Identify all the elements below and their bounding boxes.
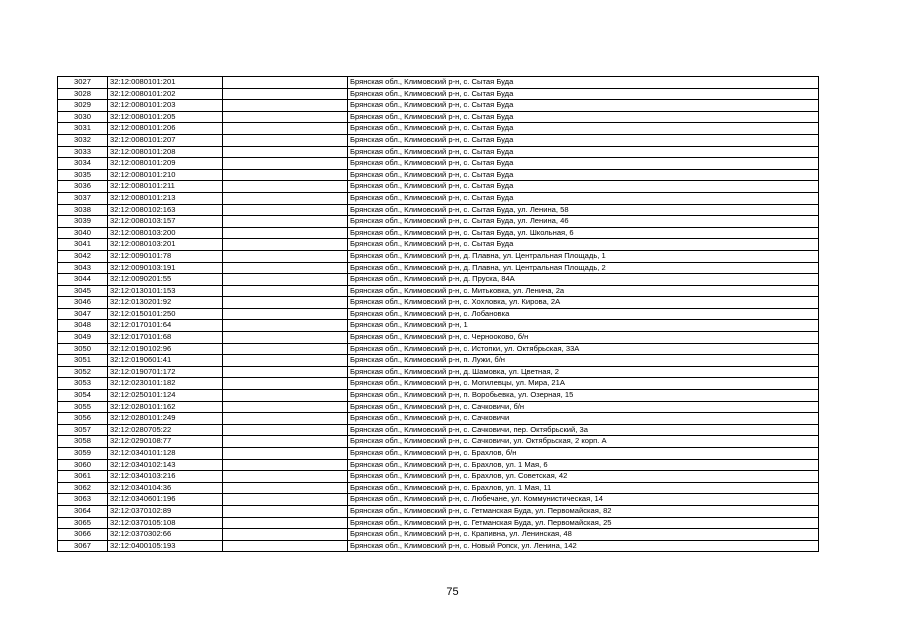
row-number-cell: 3050 <box>58 343 108 355</box>
address-cell: Брянская обл., Климовский р-н, с. Брахлов, ул. 1 Мая, 11 <box>348 482 819 494</box>
address-cell: Брянская обл., Климовский р-н, с. Сытая Буда <box>348 239 819 251</box>
cadastral-number-cell: 32:12:0130101:153 <box>108 285 223 297</box>
cadastral-number-cell: 32:12:0370102:89 <box>108 505 223 517</box>
table-row <box>58 158 819 170</box>
row-number-cell: 3052 <box>58 366 108 378</box>
address-cell: Брянская обл., Климовский р-н, с. Сытая Буда, ул. Ленина, 46 <box>348 216 819 228</box>
table-row <box>58 505 819 517</box>
row-number-cell: 3054 <box>58 390 108 402</box>
cadastral-number-cell: 32:12:0080101:208 <box>108 146 223 158</box>
address-cell: Брянская обл., Климовский р-н, 1 <box>348 320 819 332</box>
row-number-cell: 3059 <box>58 448 108 460</box>
row-number-cell: 3036 <box>58 181 108 193</box>
cadastral-number-cell: 32:12:0370105:108 <box>108 517 223 529</box>
table-row <box>58 111 819 123</box>
empty-cell <box>223 169 348 181</box>
row-number-cell: 3047 <box>58 308 108 320</box>
table-row <box>58 146 819 158</box>
empty-cell <box>223 88 348 100</box>
empty-cell <box>223 250 348 262</box>
address-cell: Брянская обл., Климовский р-н, д. Шамовка, ул. Цветная, 2 <box>348 366 819 378</box>
address-cell: Брянская обл., Климовский р-н, с. Сытая Буда <box>348 134 819 146</box>
cadastral-number-cell: 32:12:0170101:68 <box>108 332 223 344</box>
empty-cell <box>223 204 348 216</box>
address-cell: Брянская обл., Климовский р-н, с. Сытая Буда, ул. Школьная, 6 <box>348 227 819 239</box>
page-number: 75 <box>446 586 459 598</box>
address-cell: Брянская обл., Климовский р-н, п. Воробьевка, ул. Озерная, 15 <box>348 390 819 402</box>
empty-cell <box>223 332 348 344</box>
table-row <box>58 378 819 390</box>
row-number-cell: 3056 <box>58 413 108 425</box>
cadastral-number-cell: 32:12:0090103:191 <box>108 262 223 274</box>
row-number-cell: 3038 <box>58 204 108 216</box>
cadastral-number-cell: 32:12:0280101:162 <box>108 401 223 413</box>
address-cell: Брянская обл., Климовский р-н, с. Гетманская Буда, ул. Первомайская, 82 <box>348 505 819 517</box>
empty-cell <box>223 482 348 494</box>
cadastral-number-cell: 32:12:0090201:55 <box>108 274 223 286</box>
empty-cell <box>223 436 348 448</box>
cadastral-number-cell: 32:12:0080101:211 <box>108 181 223 193</box>
cadastral-number-cell: 32:12:0080101:203 <box>108 100 223 112</box>
address-cell: Брянская обл., Климовский р-н, с. Лобановка <box>348 308 819 320</box>
table-row <box>58 482 819 494</box>
row-number-cell: 3061 <box>58 471 108 483</box>
cadastral-number-cell: 32:12:0080101:205 <box>108 111 223 123</box>
row-number-cell: 3063 <box>58 494 108 506</box>
table-row <box>58 274 819 286</box>
address-cell: Брянская обл., Климовский р-н, с. Гетманская Буда, ул. Первомайская, 25 <box>348 517 819 529</box>
address-cell: Брянская обл., Климовский р-н, с. Сытая Буда <box>348 77 819 89</box>
cadastral-number-cell: 32:12:0080101:206 <box>108 123 223 135</box>
empty-cell <box>223 134 348 146</box>
cadastral-number-cell: 32:12:0080101:213 <box>108 192 223 204</box>
empty-cell <box>223 494 348 506</box>
row-number-cell: 3053 <box>58 378 108 390</box>
cadastral-number-cell: 32:12:0190601:41 <box>108 355 223 367</box>
empty-cell <box>223 274 348 286</box>
address-cell: Брянская обл., Климовский р-н, с. Сытая Буда <box>348 158 819 170</box>
table-row <box>58 494 819 506</box>
empty-cell <box>223 146 348 158</box>
empty-cell <box>223 459 348 471</box>
address-cell: Брянская обл., Климовский р-н, с. Брахлов, ул. 1 Мая, 6 <box>348 459 819 471</box>
cadastral-number-cell: 32:12:0080101:201 <box>108 77 223 89</box>
cadastral-number-cell: 32:12:0370302:66 <box>108 529 223 541</box>
address-cell: Брянская обл., Климовский р-н, с. Брахлов, ул. Советская, 42 <box>348 471 819 483</box>
address-cell: Брянская обл., Климовский р-н, с. Крапивна, ул. Ленинская, 48 <box>348 529 819 541</box>
property-registry-table <box>57 76 819 552</box>
table-row <box>58 529 819 541</box>
empty-cell <box>223 505 348 517</box>
row-number-cell: 3033 <box>58 146 108 158</box>
row-number-cell: 3041 <box>58 239 108 251</box>
table-row <box>58 285 819 297</box>
table-row <box>58 227 819 239</box>
address-cell: Брянская обл., Климовский р-н, д. Плавна, ул. Центральная Площадь, 1 <box>348 250 819 262</box>
cadastral-number-cell: 32:12:0080101:202 <box>108 88 223 100</box>
address-cell: Брянская обл., Климовский р-н, с. Чернооково, б/н <box>348 332 819 344</box>
table-row <box>58 413 819 425</box>
empty-cell <box>223 424 348 436</box>
table-row <box>58 366 819 378</box>
table-row <box>58 424 819 436</box>
empty-cell <box>223 540 348 552</box>
cadastral-number-cell: 32:12:0130201:92 <box>108 297 223 309</box>
row-number-cell: 3027 <box>58 77 108 89</box>
empty-cell <box>223 320 348 332</box>
empty-cell <box>223 239 348 251</box>
empty-cell <box>223 529 348 541</box>
empty-cell <box>223 192 348 204</box>
cadastral-number-cell: 32:12:0190701:172 <box>108 366 223 378</box>
address-cell: Брянская обл., Климовский р-н, д. Пруска, 84А <box>348 274 819 286</box>
cadastral-number-cell: 32:12:0080102:163 <box>108 204 223 216</box>
cadastral-number-cell: 32:12:0080101:210 <box>108 169 223 181</box>
empty-cell <box>223 123 348 135</box>
cadastral-number-cell: 32:12:0080103:200 <box>108 227 223 239</box>
row-number-cell: 3030 <box>58 111 108 123</box>
table-row <box>58 332 819 344</box>
table-row <box>58 169 819 181</box>
row-number-cell: 3065 <box>58 517 108 529</box>
cadastral-number-cell: 32:12:0340101:128 <box>108 448 223 460</box>
empty-cell <box>223 111 348 123</box>
table-row <box>58 436 819 448</box>
row-number-cell: 3042 <box>58 250 108 262</box>
table-row <box>58 262 819 274</box>
table-row <box>58 77 819 89</box>
cadastral-number-cell: 32:12:0230101:182 <box>108 378 223 390</box>
cadastral-number-cell: 32:12:0080103:157 <box>108 216 223 228</box>
address-cell: Брянская обл., Климовский р-н, с. Хохловка, ул. Кирова, 2А <box>348 297 819 309</box>
row-number-cell: 3037 <box>58 192 108 204</box>
row-number-cell: 3057 <box>58 424 108 436</box>
empty-cell <box>223 413 348 425</box>
empty-cell <box>223 100 348 112</box>
cadastral-number-cell: 32:12:0280101:249 <box>108 413 223 425</box>
empty-cell <box>223 216 348 228</box>
table-row <box>58 343 819 355</box>
cadastral-number-cell: 32:12:0080101:207 <box>108 134 223 146</box>
table-row <box>58 192 819 204</box>
table-row <box>58 517 819 529</box>
address-cell: Брянская обл., Климовский р-н, с. Сачковичи <box>348 413 819 425</box>
empty-cell <box>223 181 348 193</box>
table-row <box>58 239 819 251</box>
empty-cell <box>223 471 348 483</box>
empty-cell <box>223 308 348 320</box>
table-row <box>58 123 819 135</box>
address-cell: Брянская обл., Климовский р-н, с. Сытая Буда <box>348 146 819 158</box>
empty-cell <box>223 390 348 402</box>
address-cell: Брянская обл., Климовский р-н, с. Митьковка, ул. Ленина, 2а <box>348 285 819 297</box>
row-number-cell: 3046 <box>58 297 108 309</box>
address-cell: Брянская обл., Климовский р-н, с. Сытая Буда <box>348 100 819 112</box>
table-row <box>58 459 819 471</box>
row-number-cell: 3032 <box>58 134 108 146</box>
address-cell: Брянская обл., Климовский р-н, с. Могилевцы, ул. Мира, 21А <box>348 378 819 390</box>
empty-cell <box>223 158 348 170</box>
address-cell: Брянская обл., Климовский р-н, с. Сытая Буда <box>348 88 819 100</box>
empty-cell <box>223 517 348 529</box>
row-number-cell: 3058 <box>58 436 108 448</box>
row-number-cell: 3067 <box>58 540 108 552</box>
empty-cell <box>223 227 348 239</box>
row-number-cell: 3060 <box>58 459 108 471</box>
row-number-cell: 3040 <box>58 227 108 239</box>
empty-cell <box>223 366 348 378</box>
cadastral-number-cell: 32:12:0340104:36 <box>108 482 223 494</box>
cadastral-number-cell: 32:12:0340601:196 <box>108 494 223 506</box>
address-cell: Брянская обл., Климовский р-н, с. Сачковичи, б/н <box>348 401 819 413</box>
table-row <box>58 250 819 262</box>
table-row <box>58 181 819 193</box>
cadastral-number-cell: 32:12:0250101:124 <box>108 390 223 402</box>
table-row <box>58 355 819 367</box>
table-row <box>58 100 819 112</box>
address-cell: Брянская обл., Климовский р-н, п. Лужи, б/н <box>348 355 819 367</box>
table-row <box>58 401 819 413</box>
table-row <box>58 448 819 460</box>
address-cell: Брянская обл., Климовский р-н, с. Сачковичи, пер. Октябрьский, 3а <box>348 424 819 436</box>
table-row <box>58 216 819 228</box>
row-number-cell: 3029 <box>58 100 108 112</box>
address-cell: Брянская обл., Климовский р-н, с. Сачковичи, ул. Октябрьская, 2 корп. А <box>348 436 819 448</box>
row-number-cell: 3043 <box>58 262 108 274</box>
address-cell: Брянская обл., Климовский р-н, с. Сытая Буда <box>348 123 819 135</box>
cadastral-number-cell: 32:12:0090101:78 <box>108 250 223 262</box>
address-cell: Брянская обл., Климовский р-н, с. Сытая Буда <box>348 111 819 123</box>
row-number-cell: 3044 <box>58 274 108 286</box>
table-row <box>58 204 819 216</box>
empty-cell <box>223 355 348 367</box>
address-cell: Брянская обл., Климовский р-н, с. Сытая Буда <box>348 169 819 181</box>
row-number-cell: 3049 <box>58 332 108 344</box>
address-cell: Брянская обл., Климовский р-н, с. Любечане, ул. Коммунистическая, 14 <box>348 494 819 506</box>
table-row <box>58 471 819 483</box>
registry-table-body <box>58 77 819 552</box>
cadastral-number-cell: 32:12:0150101:250 <box>108 308 223 320</box>
empty-cell <box>223 378 348 390</box>
table-row <box>58 88 819 100</box>
table-row <box>58 390 819 402</box>
table-row <box>58 540 819 552</box>
table-row <box>58 297 819 309</box>
row-number-cell: 3062 <box>58 482 108 494</box>
cadastral-number-cell: 32:12:0080101:209 <box>108 158 223 170</box>
row-number-cell: 3055 <box>58 401 108 413</box>
address-cell: Брянская обл., Климовский р-н, с. Новый Ропск, ул. Ленина, 142 <box>348 540 819 552</box>
row-number-cell: 3034 <box>58 158 108 170</box>
empty-cell <box>223 401 348 413</box>
row-number-cell: 3066 <box>58 529 108 541</box>
cadastral-number-cell: 32:12:0170101:64 <box>108 320 223 332</box>
row-number-cell: 3051 <box>58 355 108 367</box>
cadastral-number-cell: 32:12:0280705:22 <box>108 424 223 436</box>
address-cell: Брянская обл., Климовский р-н, с. Сытая Буда, ул. Ленина, 58 <box>348 204 819 216</box>
address-cell: Брянская обл., Климовский р-н, с. Сытая Буда <box>348 192 819 204</box>
empty-cell <box>223 448 348 460</box>
empty-cell <box>223 343 348 355</box>
address-cell: Брянская обл., Климовский р-н, с. Истопки, ул. Октябрьская, 33А <box>348 343 819 355</box>
empty-cell <box>223 297 348 309</box>
address-cell: Брянская обл., Климовский р-н, с. Брахлов, б/н <box>348 448 819 460</box>
row-number-cell: 3028 <box>58 88 108 100</box>
row-number-cell: 3035 <box>58 169 108 181</box>
table-row <box>58 134 819 146</box>
empty-cell <box>223 285 348 297</box>
row-number-cell: 3039 <box>58 216 108 228</box>
cadastral-number-cell: 32:12:0080103:201 <box>108 239 223 251</box>
table-row <box>58 320 819 332</box>
row-number-cell: 3064 <box>58 505 108 517</box>
cadastral-number-cell: 32:12:0400105:193 <box>108 540 223 552</box>
address-cell: Брянская обл., Климовский р-н, д. Плавна, ул. Центральная Площадь, 2 <box>348 262 819 274</box>
empty-cell <box>223 77 348 89</box>
cadastral-number-cell: 32:12:0340102:143 <box>108 459 223 471</box>
row-number-cell: 3048 <box>58 320 108 332</box>
row-number-cell: 3031 <box>58 123 108 135</box>
cadastral-number-cell: 32:12:0190102:96 <box>108 343 223 355</box>
row-number-cell: 3045 <box>58 285 108 297</box>
empty-cell <box>223 262 348 274</box>
table-row <box>58 308 819 320</box>
address-cell: Брянская обл., Климовский р-н, с. Сытая Буда <box>348 181 819 193</box>
cadastral-number-cell: 32:12:0290108:77 <box>108 436 223 448</box>
cadastral-number-cell: 32:12:0340103:216 <box>108 471 223 483</box>
